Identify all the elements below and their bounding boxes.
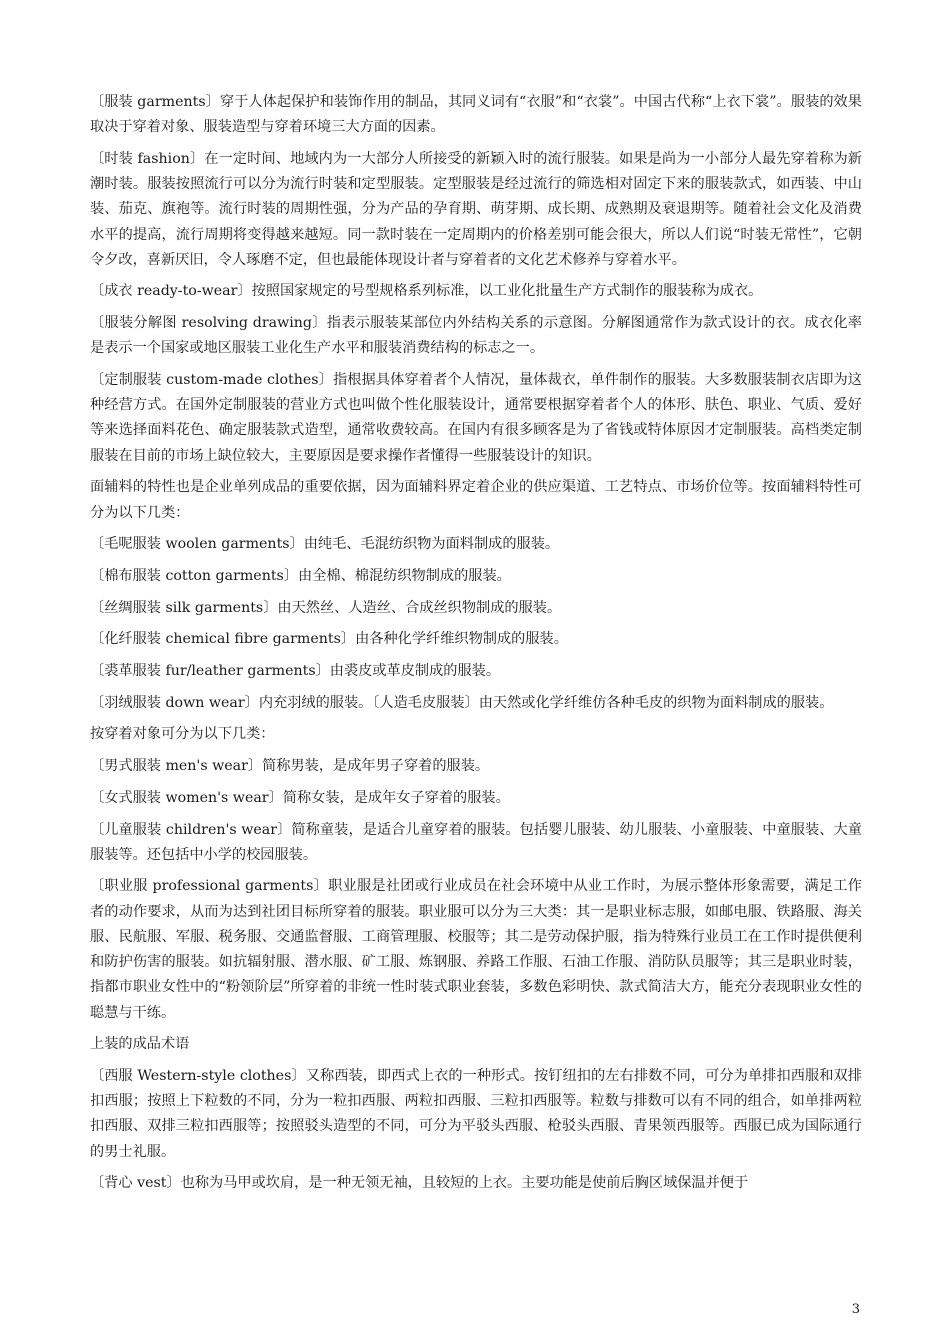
paragraph-professional: 〔职业服 professional garments〕职业服是社团或行业成员在社会环境中从业工作时，为展示整体形象需要，满足工作者的动作要求，从而为达到社团目标所穿着的服装。职业服可以分为三大类：其一是职业标志服，如邮电服、铁路服、海关服、民航服、军服、税务服、交通监督服、工商管理服、校服等；其二是劳动保护服，指为特殊行业员工在工作时提供便利和防护伤害的服装。如抗辐射服、潜水服、矿工服、炼钢服、养路工作服、石油工作服、消防队员服等；其三是职业时装，指都市职业女性中的“粉领阶层”所穿着的非统一性时装式职业套装，多数色彩明快、款式简洁大方，能充分表现职业女性的聪慧与干练。 <box>90 878 862 1021</box>
paragraph-woolen: 〔毛呢服装 woolen garments〕由纯毛、毛混纺织物为面料制成的服装。 <box>90 536 560 553</box>
paragraph-fashion: 〔时装 fashion〕在一定时间、地域内为一大部分人所接受的新颖入时的流行服装。如果是尚为一小部分人最先穿着称为新潮时装。服装按照流行可以分为流行时装和定型服装。定型服装是经过流行的筛选相对固定下来的服装款式，如西装、中山装、茄克、旗袍等。流行时装的周期性强，分为产品的孕育期、萌芽期、成长期、成熟期及衰退期等。随着社会文化及消费水平的提高，流行周期将变得越来越短。同一款时装在一定周期内的价格差别可能会很大，所以人们说“时装无常性”，它朝令夕改，喜新厌旧，令人琢磨不定，但也最能体现设计者与穿着者的文化艺术修养与穿着水平。 <box>90 150 862 268</box>
paragraph-western-suit: 〔西服 Western-style clothes〕又称西装，即西式上衣的一种形式。按钉纽扣的左右排数不同，可分为单排扣西服和双排扣西服；按照上下粒数的不同，分为一粒扣西服、两粒扣西服、三粒扣西服等。粒数与排数可以有不同的组合，如单排两粒扣西服、双排三粒扣西服等；按照驳头造型的不同，可分为平驳头西服、枪驳头西服、青果领西服等。西服已成为国际通行的男士礼服。 <box>90 1067 862 1160</box>
paragraph-childrens-wear: 〔儿童服装 children's wear〕简称童装，是适合儿童穿着的服装。包括婴儿服装、幼儿服装、小童服装、中童服装、大童服装等。还包括中小学的校园服装。 <box>90 821 862 863</box>
body-text <box>90 90 862 1203</box>
paragraph-chemical-fibre: 〔化纤服装 chemical fibre garments〕由各种化学纤维织物制成的服装。 <box>90 631 568 648</box>
paragraph-cotton: 〔棉布服装 cotton garments〕由全棉、棉混纺织物制成的服装。 <box>90 567 511 584</box>
paragraph-ready-to-wear: 〔成衣 ready-to-wear〕按照国家规定的号型规格系列标准，以工业化批量生产方式制作的服装称为成衣。 <box>90 283 763 300</box>
paragraph-resolving-drawing: 〔服装分解图 resolving drawing〕指表示服装某部位内外结构关系的示意图。分解图通常作为款式设计的衣。成衣化率是表示一个国家或地区服装工业化生产水平和服装消费结构的标志之一。 <box>90 315 862 357</box>
paragraph-mens-wear: 〔男式服装 men's wear〕简称男装，是成年男子穿着的服装。 <box>90 758 490 775</box>
paragraph-vest: 〔背心 vest〕也称为马甲或坎肩，是一种无领无袖，且较短的上衣。主要功能是使前后胸区域保温并便于 <box>90 1175 749 1192</box>
paragraph-fur-leather: 〔裘革服装 fur/leather garments〕由裘皮或革皮制成的服装。 <box>90 663 501 680</box>
section-heading-tops: 上装的成品术语 <box>90 1036 190 1053</box>
page-number: 3 <box>851 1302 860 1317</box>
paragraph-womens-wear: 〔女式服装 women's wear〕简称女装，是成年女子穿着的服装。 <box>90 789 510 806</box>
paragraph-fabric-intro: 面辅料的特性也是企业单列成品的重要依据，因为面辅料界定着企业的供应渠道、工艺特点、市场价位等。按面辅料特性可分为以下几类： <box>90 479 862 521</box>
paragraph-down-wear: 〔羽绒服装 down wear〕内充羽绒的服装。〔人造毛皮服装〕由天然或化学纤维仿各种毛皮的织物为面料制成的服装。 <box>90 694 834 711</box>
paragraph-garments: 〔服装 garments〕穿于人体起保护和装饰作用的制品，其同义词有“衣服”和“衣裳”。中国古代称“上衣下裳”。服装的效果取决于穿着对象、服装造型与穿着环境三大方面的因素。 <box>90 94 862 136</box>
paragraph-silk: 〔丝绸服装 silk garments〕由天然丝、人造丝、合成丝织物制成的服装。 <box>90 599 562 616</box>
paragraph-wearer-intro: 按穿着对象可分为以下几类： <box>90 726 275 743</box>
paragraph-custom-made: 〔定制服装 custom-made clothes〕指根据具体穿着者个人情况，量体裁衣，单件制作的服装。大多数服装制衣店即为这种经营方式。在国外定制服装的营业方式也叫做个性化服装设计，通常要根据穿着者个人的体形、肤色、职业、气质、爱好等来选择面料花色、确定服装款式造型，通常收费较高。在国内有很多顾客是为了省钱或特体原因才定制服装。高档类定制服装在目前的市场上缺位较大，主要原因是要求操作者懂得一些服装设计的知识。 <box>90 372 862 464</box>
